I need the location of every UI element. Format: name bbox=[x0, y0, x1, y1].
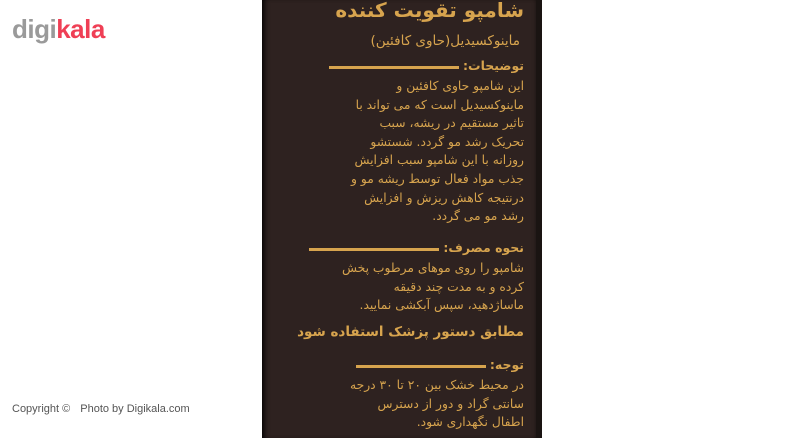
heading-usage-text: نحوه مصرف: bbox=[443, 239, 524, 255]
heading-caution-text: توجه: bbox=[489, 356, 524, 372]
photo-credit bbox=[12, 403, 190, 415]
usage-line: شامپو را روی موهای مرطوب پخش bbox=[341, 261, 524, 275]
usage-line: کرده و به مدت چند دقیقه bbox=[393, 279, 524, 294]
logo-digi-text: digi bbox=[12, 14, 57, 44]
caution-paragraph bbox=[274, 376, 524, 432]
heading-description-text: توضیحات: bbox=[463, 57, 524, 73]
copyright-text: Copyright © bbox=[12, 403, 71, 415]
doctor-instruction-note: مطابق دستور پزشک استفاده شود bbox=[297, 324, 524, 340]
usage-line: ماساژدهید، سپس آبکشی نمایید. bbox=[359, 298, 524, 313]
description-line: رشد مو می گردد. bbox=[432, 209, 524, 224]
section-heading-description bbox=[274, 57, 524, 73]
box-print-panel bbox=[274, 0, 524, 438]
description-line: این شامپو حاوی کافئین و bbox=[396, 79, 524, 93]
caution-line: سانتی گراد و دور از دسترس bbox=[377, 396, 524, 411]
description-line: درنتیجه کاهش ریزش و افزایش bbox=[364, 190, 524, 205]
description-line: تاثیر مستقیم در ریشه، سبب bbox=[379, 116, 524, 131]
digikala-logo bbox=[12, 14, 105, 45]
product-title: شامپو تقویت کننده bbox=[335, 0, 524, 22]
logo-kala-text: kala bbox=[56, 14, 105, 44]
heading-underline bbox=[329, 66, 459, 69]
heading-underline bbox=[309, 248, 439, 251]
caution-line: اطفال نگهداری شود. bbox=[416, 415, 524, 430]
description-line: ماینوکسیدیل است که می تواند با bbox=[355, 97, 524, 112]
description-line: تحریک رشد مو گردد. شستشو bbox=[370, 134, 524, 149]
box-edge-shadow bbox=[536, 0, 542, 438]
description-line: روزانه با این شامپو سبب افزایش bbox=[354, 153, 524, 168]
credit-text: Photo by Digikala.com bbox=[80, 403, 190, 415]
section-heading-usage bbox=[274, 239, 524, 255]
shampoo-box-side bbox=[262, 0, 540, 438]
product-subtitle: ماینوکسیدیل(حاوی کافئین) bbox=[370, 33, 520, 49]
caution-line: در محیط خشک بین ۲۰ تا ۳۰ درجه bbox=[350, 378, 524, 392]
heading-underline bbox=[356, 365, 486, 368]
description-line: جذب مواد فعال توسط ریشه مو و bbox=[351, 171, 524, 186]
section-heading-caution bbox=[274, 356, 524, 372]
description-paragraph bbox=[274, 77, 524, 226]
usage-paragraph bbox=[274, 259, 524, 315]
